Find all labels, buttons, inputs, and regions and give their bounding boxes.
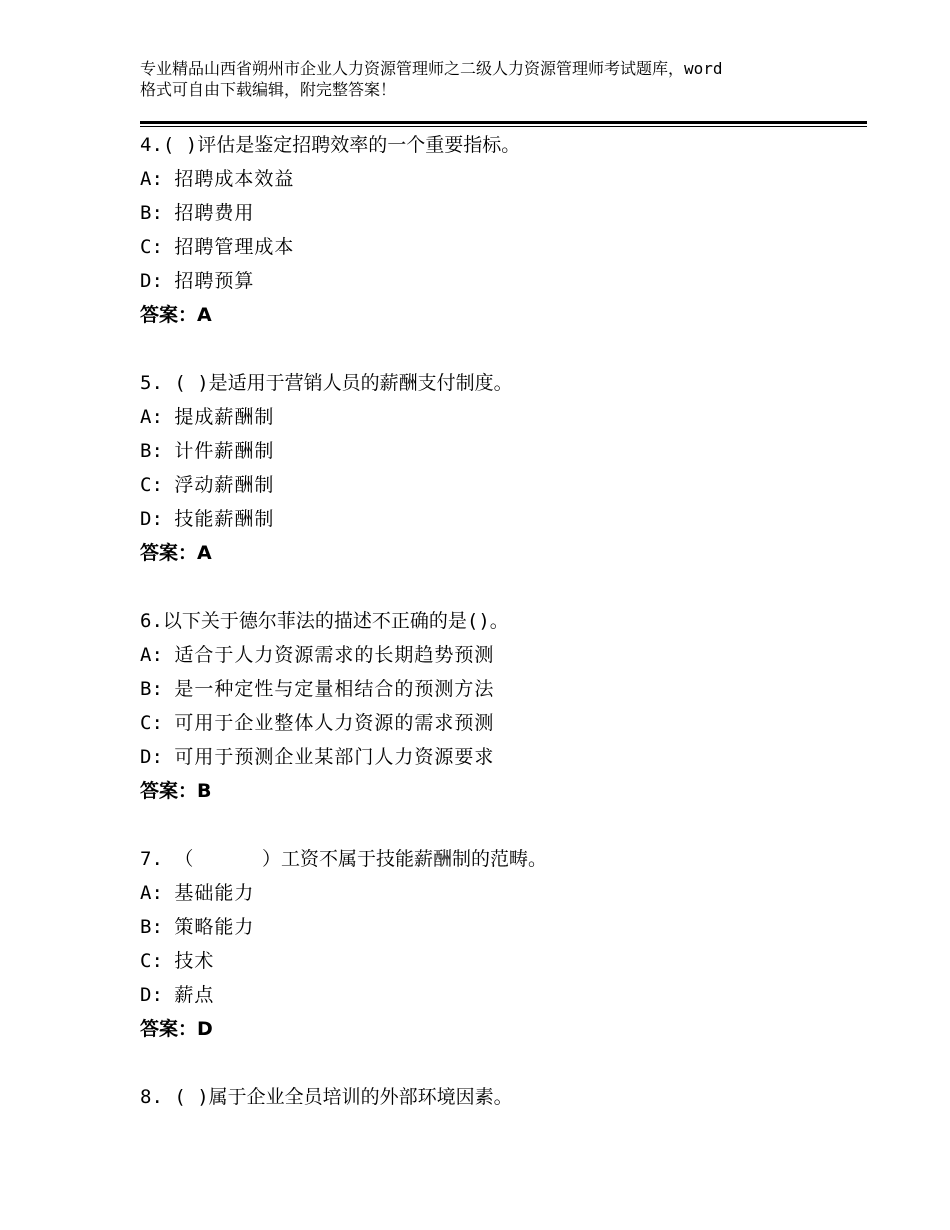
question-option bbox=[140, 196, 860, 230]
option-text: 可用于预测企业某部门人力资源要求 bbox=[174, 746, 495, 768]
question-list bbox=[140, 128, 860, 1114]
question-block bbox=[140, 366, 860, 604]
question-stem: 5. ( )是适用于营销人员的薪酬支付制度。 bbox=[140, 372, 513, 394]
question-answer: 答案：A bbox=[140, 304, 212, 326]
header-title-line-2: 格式可自由下载编辑，附完整答案！ bbox=[140, 80, 397, 99]
option-text: 招聘预算 bbox=[174, 270, 255, 292]
question-option bbox=[140, 876, 860, 910]
question-option bbox=[140, 400, 860, 434]
option-text: 适合于人力资源需求的长期趋势预测 bbox=[174, 644, 495, 666]
option-label: B: bbox=[140, 202, 163, 224]
question-stem: 7. （ ）工资不属于技能薪酬制的范畴。 bbox=[140, 848, 547, 870]
question-option bbox=[140, 978, 860, 1012]
option-label: D: bbox=[140, 746, 163, 768]
question-option bbox=[140, 638, 860, 672]
option-label: D: bbox=[140, 508, 163, 530]
question-answer: 答案：B bbox=[140, 780, 212, 802]
option-text: 技能薪酬制 bbox=[174, 508, 275, 530]
option-text: 是一种定性与定量相结合的预测方法 bbox=[174, 678, 495, 700]
option-text: 薪点 bbox=[174, 984, 215, 1006]
question-option bbox=[140, 264, 860, 298]
question-option bbox=[140, 740, 860, 774]
option-label: B: bbox=[140, 440, 163, 462]
question-spacer bbox=[140, 808, 860, 842]
option-label: C: bbox=[140, 712, 163, 734]
question-option bbox=[140, 468, 860, 502]
option-label: C: bbox=[140, 950, 163, 972]
option-label: B: bbox=[140, 916, 163, 938]
option-text: 计件薪酬制 bbox=[174, 440, 275, 462]
question-option bbox=[140, 672, 860, 706]
option-label: B: bbox=[140, 678, 163, 700]
option-label: A: bbox=[140, 168, 163, 190]
question-option bbox=[140, 162, 860, 196]
header-divider-thin bbox=[140, 126, 867, 127]
question-block bbox=[140, 604, 860, 842]
question-block bbox=[140, 842, 860, 1080]
option-label: D: bbox=[140, 984, 163, 1006]
option-text: 策略能力 bbox=[174, 916, 255, 938]
option-text: 基础能力 bbox=[174, 882, 255, 904]
question-spacer bbox=[140, 570, 860, 604]
option-text: 可用于企业整体人力资源的需求预测 bbox=[174, 712, 495, 734]
question-stem: 8. ( )属于企业全员培训的外部环境因素。 bbox=[140, 1086, 513, 1108]
question-spacer bbox=[140, 332, 860, 366]
question-stem: 6.以下关于德尔菲法的描述不正确的是()。 bbox=[140, 610, 509, 632]
option-text: 招聘成本效益 bbox=[174, 168, 295, 190]
question-option bbox=[140, 706, 860, 740]
question-answer: 答案：A bbox=[140, 542, 212, 564]
header-title-line-1: 专业精品山西省朔州市企业人力资源管理师之二级人力资源管理师考试题库，word bbox=[140, 59, 723, 78]
option-text: 招聘费用 bbox=[174, 202, 255, 224]
option-label: A: bbox=[140, 882, 163, 904]
option-label: D: bbox=[140, 270, 163, 292]
option-text: 技术 bbox=[174, 950, 215, 972]
option-text: 浮动薪酬制 bbox=[174, 474, 275, 496]
option-label: A: bbox=[140, 644, 163, 666]
question-stem: 4.( )评估是鉴定招聘效率的一个重要指标。 bbox=[140, 134, 521, 156]
question-spacer bbox=[140, 1046, 860, 1080]
question-option bbox=[140, 230, 860, 264]
question-option bbox=[140, 434, 860, 468]
document-header bbox=[140, 58, 840, 100]
option-label: A: bbox=[140, 406, 163, 428]
question-option bbox=[140, 502, 860, 536]
header-divider-thick bbox=[140, 121, 867, 124]
question-answer: 答案：D bbox=[140, 1018, 213, 1040]
question-option bbox=[140, 910, 860, 944]
option-label: C: bbox=[140, 236, 163, 258]
option-text: 招聘管理成本 bbox=[174, 236, 295, 258]
question-block bbox=[140, 1080, 860, 1114]
option-text: 提成薪酬制 bbox=[174, 406, 275, 428]
question-option bbox=[140, 944, 860, 978]
option-label: C: bbox=[140, 474, 163, 496]
question-block bbox=[140, 128, 860, 366]
